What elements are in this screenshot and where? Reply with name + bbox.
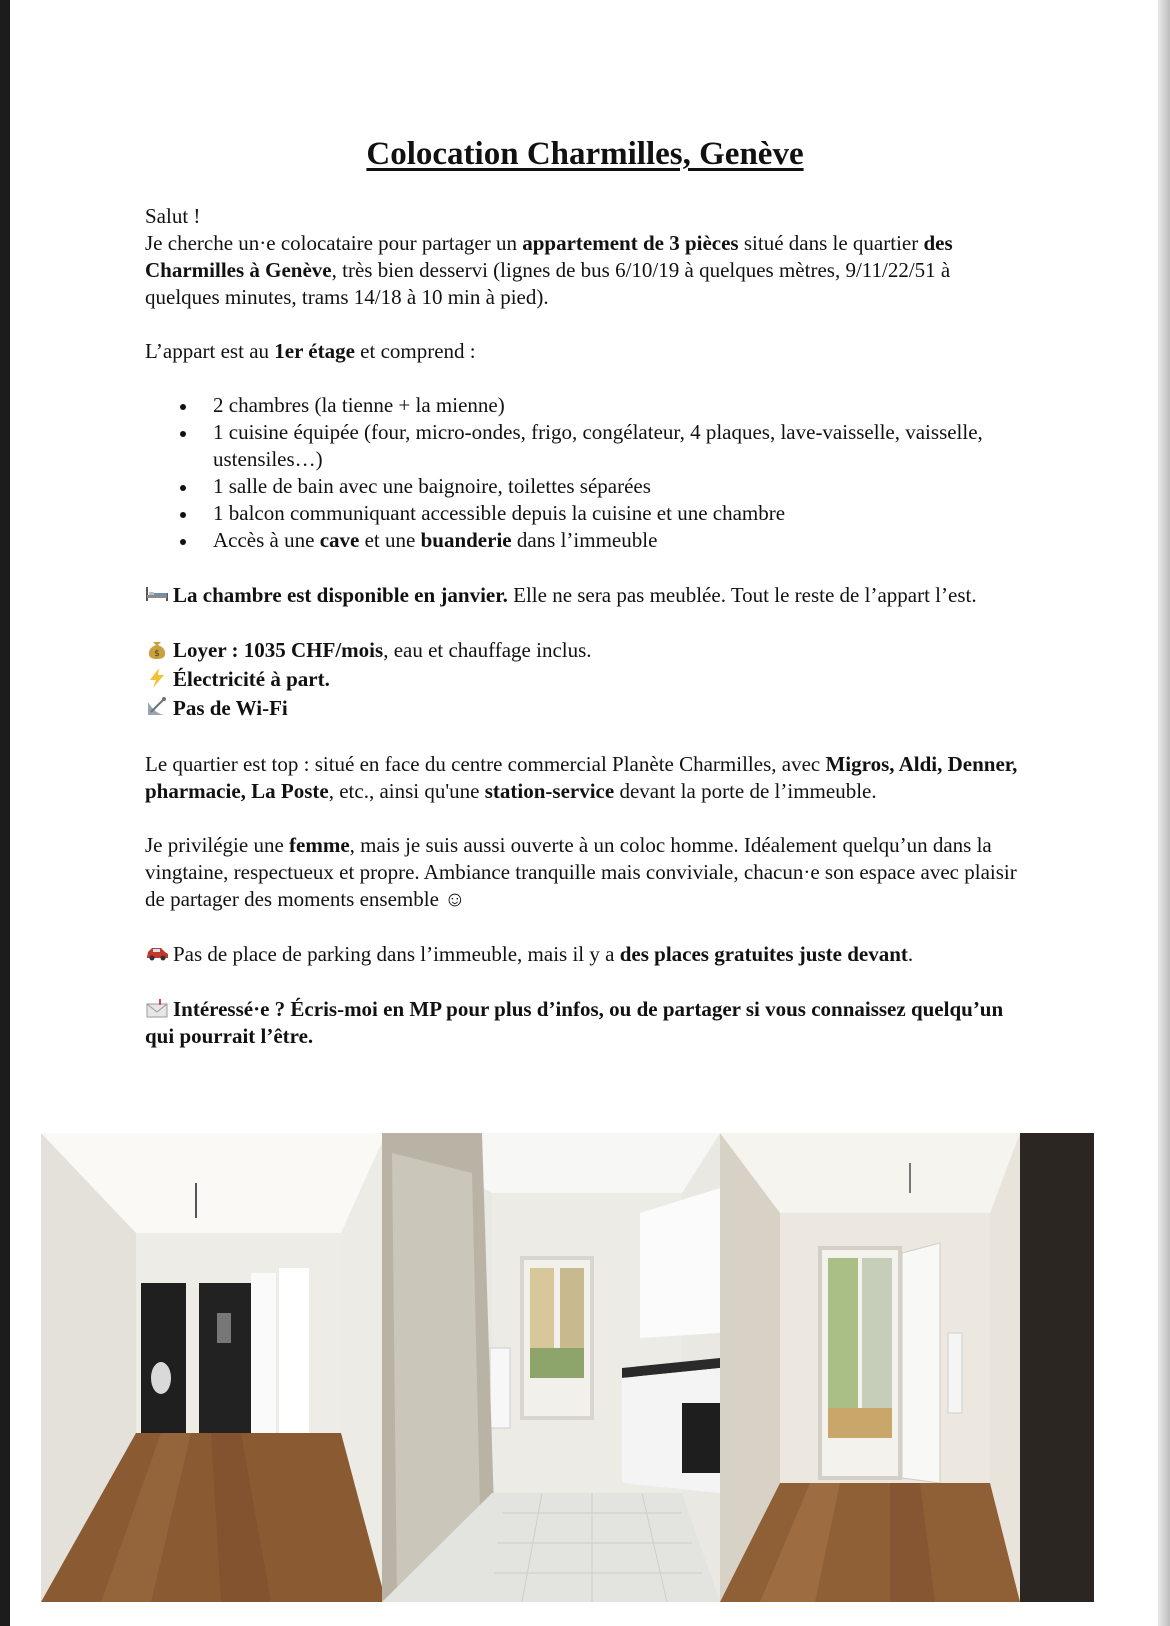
- rent-line: $ Loyer : 1035 CHF/mois, eau et chauffage inclus.: [145, 636, 1025, 665]
- rooms-list: [145, 392, 1025, 554]
- preference-paragraph: Je privilégie une femme, mais je suis aussi ouverte à un coloc homme. Idéalement quelqu’un dans la vingtaine, respectueux et propre. Ambiance tranquille mais conviviale, chacun·e son espace avec plaisir de partager des moments ensemble ☺: [145, 833, 1017, 911]
- money-bag-icon: [145, 638, 169, 660]
- list-item: Accès à une cave et une buanderie dans l’immeuble: [213, 527, 1025, 554]
- hallway-photo: [41, 1133, 386, 1602]
- satellite-dish-icon: [145, 696, 169, 718]
- neighborhood-paragraph: Le quartier est top : situé en face du centre commercial Planète Charmilles, avec Migros, Aldi, Denner, pharmacie, La Poste, etc., ainsi qu'une station-service devant la porte de l’immeuble.: [145, 752, 1018, 803]
- bed-icon: [145, 583, 169, 605]
- list-item: 1 cuisine équipée (four, micro-ondes, frigo, congélateur, 4 plaques, lave-vaisselle, vaisselle, ustensiles…): [213, 419, 1025, 473]
- list-item: 1 salle de bain avec une baignoire, toilettes séparées: [213, 473, 1025, 500]
- list-item: 2 chambres (la tienne + la mienne): [213, 392, 1025, 419]
- wifi-line: Pas de Wi-Fi: [145, 694, 1025, 723]
- parking-paragraph: Pas de place de parking dans l’immeuble, mais il y a des places gratuites juste devant.: [145, 941, 1025, 968]
- svg-text:$: $: [154, 649, 160, 659]
- bedroom-photo: [720, 1133, 1094, 1602]
- floor-paragraph: L’appart est au 1er étage et comprend :: [145, 339, 476, 363]
- kitchen-photo: [382, 1133, 720, 1602]
- envelope-icon: [145, 997, 169, 1019]
- page-title: Colocation Charmilles, Genève: [366, 136, 804, 172]
- intro-paragraph: Je cherche un·e colocataire pour partager un appartement de 3 pièces situé dans le quartier des Charmilles à Genève, très bien desservi (lignes de bus 6/10/19 à quelques mètres, 9/11/22/51 à quelques minutes, trams 14/18 à 10 min à pied).: [145, 231, 953, 309]
- greeting: Salut !: [145, 204, 201, 228]
- car-icon: [145, 942, 169, 964]
- page-edge: [1158, 0, 1170, 1626]
- availability-paragraph: La chambre est disponible en janvier. Elle ne sera pas meublée. Tout le reste de l’appart l’est.: [145, 582, 1025, 609]
- photo-strip: [41, 1133, 1094, 1602]
- electricity-line: Électricité à part.: [145, 665, 1025, 694]
- lightning-icon: [145, 667, 169, 689]
- contact-paragraph: Intéressé·e ? Écris-moi en MP pour plus d’infos, ou de partager si vous connaissez quelqu’un qui pourrait l’être.: [145, 997, 1004, 1048]
- list-item: 1 balcon communiquant accessible depuis la cuisine et une chambre: [213, 500, 1025, 527]
- document-body: [145, 203, 1025, 1050]
